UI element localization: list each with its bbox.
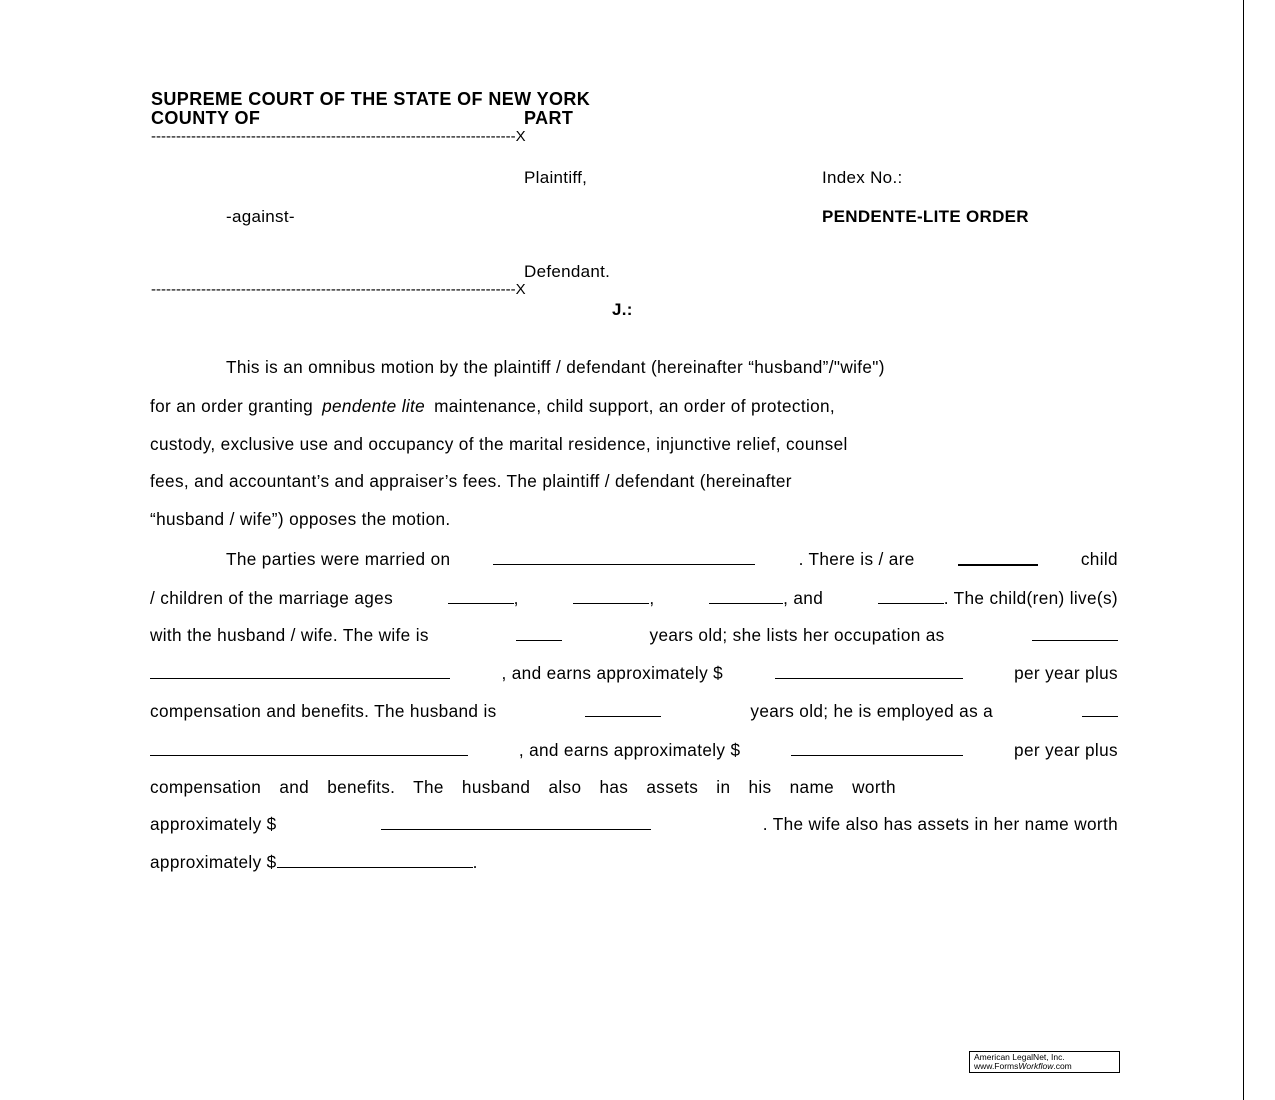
paragraph2-line2 [150,588,1118,609]
and-text: , and [783,588,824,608]
paragraph1-line2 [150,396,1118,417]
justice-label: J.: [612,300,633,319]
child-text: child [1080,549,1118,569]
wife-assets-blank[interactable] [277,852,473,868]
wife-age-blank[interactable] [516,625,562,641]
wife-per-year-text: per year plus [1014,663,1118,683]
children-live-text: . The child(ren) live(s) [943,588,1118,608]
paragraph2-line6 [150,740,1118,761]
logo-line2-pre: www.Forms [974,1061,1019,1071]
paragraph2-line5 [150,701,1118,722]
county-label: COUNTY OF [151,108,261,128]
wife-assets-approx-text: approximately $ [150,852,277,872]
paragraph2-line4 [150,663,1118,684]
marriage-date-blank[interactable] [493,549,755,565]
child-age-blank-1[interactable] [448,588,514,604]
paragraph2-line9 [150,852,1118,873]
husband-per-year-text: per year plus [1014,740,1118,760]
child-age-blank-2[interactable] [573,588,649,604]
husband-age-blank[interactable] [585,701,661,717]
wife-income-blank[interactable] [775,663,963,679]
paragraph1-line4-text: fees, and accountant’s and appraiser’s fees. The plaintiff / defendant (hereinafter [150,471,792,491]
paragraph1-line1-text: This is an omnibus motion by the plaintiff / defendant (hereinafter “husband”/"wife") [226,357,885,377]
plaintiff-label: Plaintiff, [524,168,588,187]
wife-occupation-blank[interactable] [150,663,450,679]
defendant-label: Defendant. [524,262,611,281]
paragraph1-line2-post: maintenance, child support, an order of protection, [434,396,836,416]
wife-occupation-blank-start[interactable] [1032,625,1118,641]
paragraph2-line7 [150,777,1118,798]
logo-line2-post: .com [1053,1061,1072,1071]
husband-income-blank[interactable] [791,740,963,756]
children-ages-text: / children of the marriage ages [150,588,394,608]
american-legalnet-logo [969,1051,1120,1073]
paragraph1-line3 [150,434,1118,455]
paragraph2-line8 [150,814,1118,835]
married-on-text: The parties were married on [226,549,451,569]
husband-assets-approx-text: approximately $ [150,814,277,834]
paragraph2-line1 [226,549,1118,570]
paragraph1-line3-text: custody, exclusive use and occupancy of the marital residence, injunctive relief, counsel [150,434,848,454]
paragraph2-line3 [150,625,1118,646]
husband-assets-text: compensation and benefits. The husband also has assets in his name worth [150,777,896,797]
index-number-label: Index No.: [822,168,903,187]
wife-is-text: with the husband / wife. The wife is [150,625,429,645]
wife-occupation-text: years old; she lists her occupation as [649,625,945,645]
there-is-are-text: . There is / are [798,549,915,569]
husband-assets-blank[interactable] [381,814,651,830]
page-edge-rule [1243,0,1244,1100]
logo-line2 [974,1062,1119,1071]
paragraph1-line4 [150,471,1118,492]
wife-assets-text: . The wife also has assets in her name worth [762,814,1118,834]
court-heading: SUPREME COURT OF THE STATE OF NEW YORK [151,89,591,109]
final-period: . [472,852,478,872]
order-title: PENDENTE-LITE ORDER [822,207,1029,226]
logo-line2-italic: Workflow [1018,1061,1054,1071]
husband-occupation-blank-start[interactable] [1082,701,1118,717]
husband-earns-text: , and earns approximately $ [518,740,741,760]
paragraph1-line5 [150,509,1118,530]
logo-line1: American LegalNet, Inc. [974,1052,1065,1062]
paragraph1-line5-text: “husband / wife”) opposes the motion. [150,509,451,529]
paragraph1-line1 [226,357,1118,378]
husband-is-text: compensation and benefits. The husband is [150,701,497,721]
wife-earns-text: , and earns approximately $ [501,663,724,683]
comma-1: , [513,588,519,608]
caption-divider-bottom: -------------------------------------------------------------------------X [151,281,526,298]
children-count-blank[interactable] [958,549,1038,566]
comma-2: , [649,588,655,608]
caption-divider-top: -------------------------------------------------------------------------X [151,128,526,145]
husband-employed-text: years old; he is employed as a [750,701,994,721]
husband-occupation-blank[interactable] [150,740,468,756]
child-age-blank-4[interactable] [878,588,944,604]
part-label: PART [524,108,574,128]
against-label: -against- [226,207,295,226]
paragraph1-line2-pre: for an order granting [150,396,314,416]
child-age-blank-3[interactable] [709,588,783,604]
pendente-lite-italic: pendente lite [322,396,426,416]
